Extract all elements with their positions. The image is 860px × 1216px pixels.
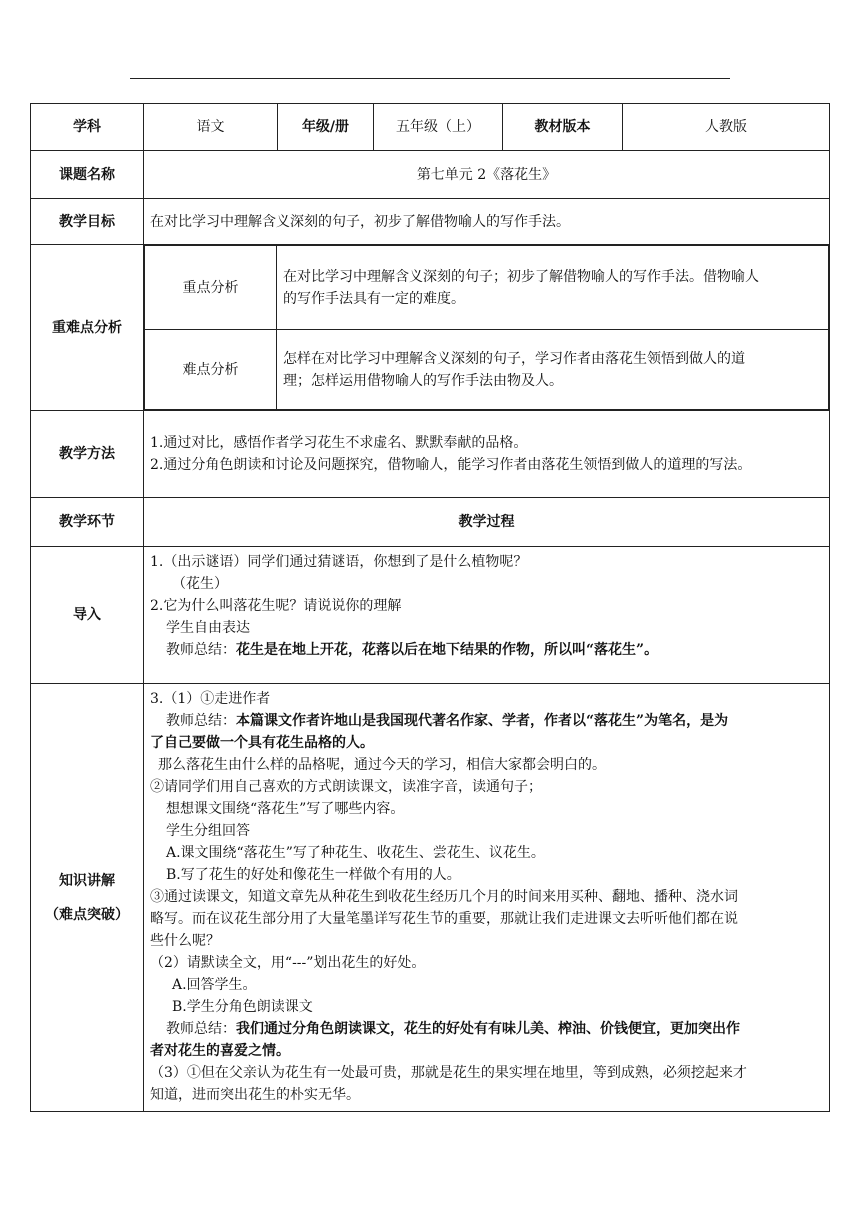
method-text: 1.通过对比，感悟作者学习花生不求虚名、默默奉献的品格。 2.通过分角色朗读和讨论及问题探究，借物喻人，能学习作者由落花生领悟到做人的道理的写法。 [144,411,830,498]
process-title: 教学过程 [144,498,830,547]
knowledge-row [31,684,830,1112]
difficulty-subtable [144,245,829,410]
goal-label: 教学目标 [31,199,144,245]
header-row [31,104,830,151]
goal-row [31,199,830,245]
intro-summary: 花生是在地上开花，花落以后在地下结果的作物，所以叫“落花生”。 [236,642,659,658]
edition-label: 教材版本 [503,104,623,151]
knowledge-content: 3.（1）①走进作者 教师总结：本篇课文作者许地山是我国现代著名作家、学者，作者以“落花生”为笔名，是为 了自己要做一个具有花生品格的人。 那么落花生由什么样的品格呢，通过今天的学习，相信大家都会明白的。 ②请同学们用自己喜欢的方式朗读课文，读准字音，读通句子； 想想课文围绕“落花生”写了哪些内容。 学生分组回答 A.课文围绕“落花生”写了种花生、收花生、尝花生、议花生。 B.写了花生的好处和像花生一样做个有用的人。 ③通过读课文，知道文章先从种花生到收花生经历几个月的时间来用买种、翻地、播种、浇水词 略写。而在议花生部分用了大量笔墨详写花生节的重要，那就让我们走进课文去听听他们都在说 些什么呢？ （2）请默读全文，用“---”划出花生的好处。 A.回答学生。 B.学生分角色朗读课文 教师总结：我们通过分角色朗读课文，花生的好处有有味儿美、榨油、价钱便宜，更加突出作 者对花生的喜爱之情。 （3）①但在父亲认为花生有一处最可贵，那就是花生的果实埋在地里，等到成熟，必须挖起来才 知道，进而突出花生的朴实无华。 [144,684,830,1112]
grade-label: 年级/册 [278,104,374,151]
method-row [31,411,830,498]
hard-point-text: 怎样在对比学习中理解含义深刻的句子，学习作者由落花生领悟到做人的道 理；怎样运用借物喻人的写作手法由物及人。 [277,330,829,410]
lesson-plan-table [30,103,830,1112]
subject-label: 学科 [31,104,144,151]
key-point-label: 重点分析 [145,246,277,330]
subject-value: 语文 [144,104,278,151]
key-point-text: 在对比学习中理解含义深刻的句子；初步了解借物喻人的写作手法。借物喻人 的写作手法具有一定的难度。 [277,246,829,330]
intro-label: 导入 [31,547,144,684]
topic-value: 第七单元 2《落花生》 [144,151,830,199]
topic-label: 课题名称 [31,151,144,199]
topic-row [31,151,830,199]
grade-value: 五年级（上） [374,104,503,151]
process-header-row [31,498,830,547]
method-label: 教学方法 [31,411,144,498]
knowledge-label: 知识讲解 （难点突破） [31,684,144,1112]
process-section-label: 教学环节 [31,498,144,547]
edition-value: 人教版 [623,104,830,151]
goal-value: 在对比学习中理解含义深刻的句子，初步了解借物喻人的写作手法。 [144,199,830,245]
difficulty-label: 重难点分析 [31,245,144,411]
header-rule [130,78,730,79]
intro-content: 1.（出示谜语）同学们通过猜谜语，你想到了是什么植物呢？ （花生） 2.它为什么叫落花生呢？请说说你的理解 学生自由表达 教师总结：花生是在地上开花，花落以后在地下结果的作物，所以叫“落花生”。 [144,547,830,684]
intro-row [31,547,830,684]
hard-point-label: 难点分析 [145,330,277,410]
difficulty-row [31,245,830,411]
